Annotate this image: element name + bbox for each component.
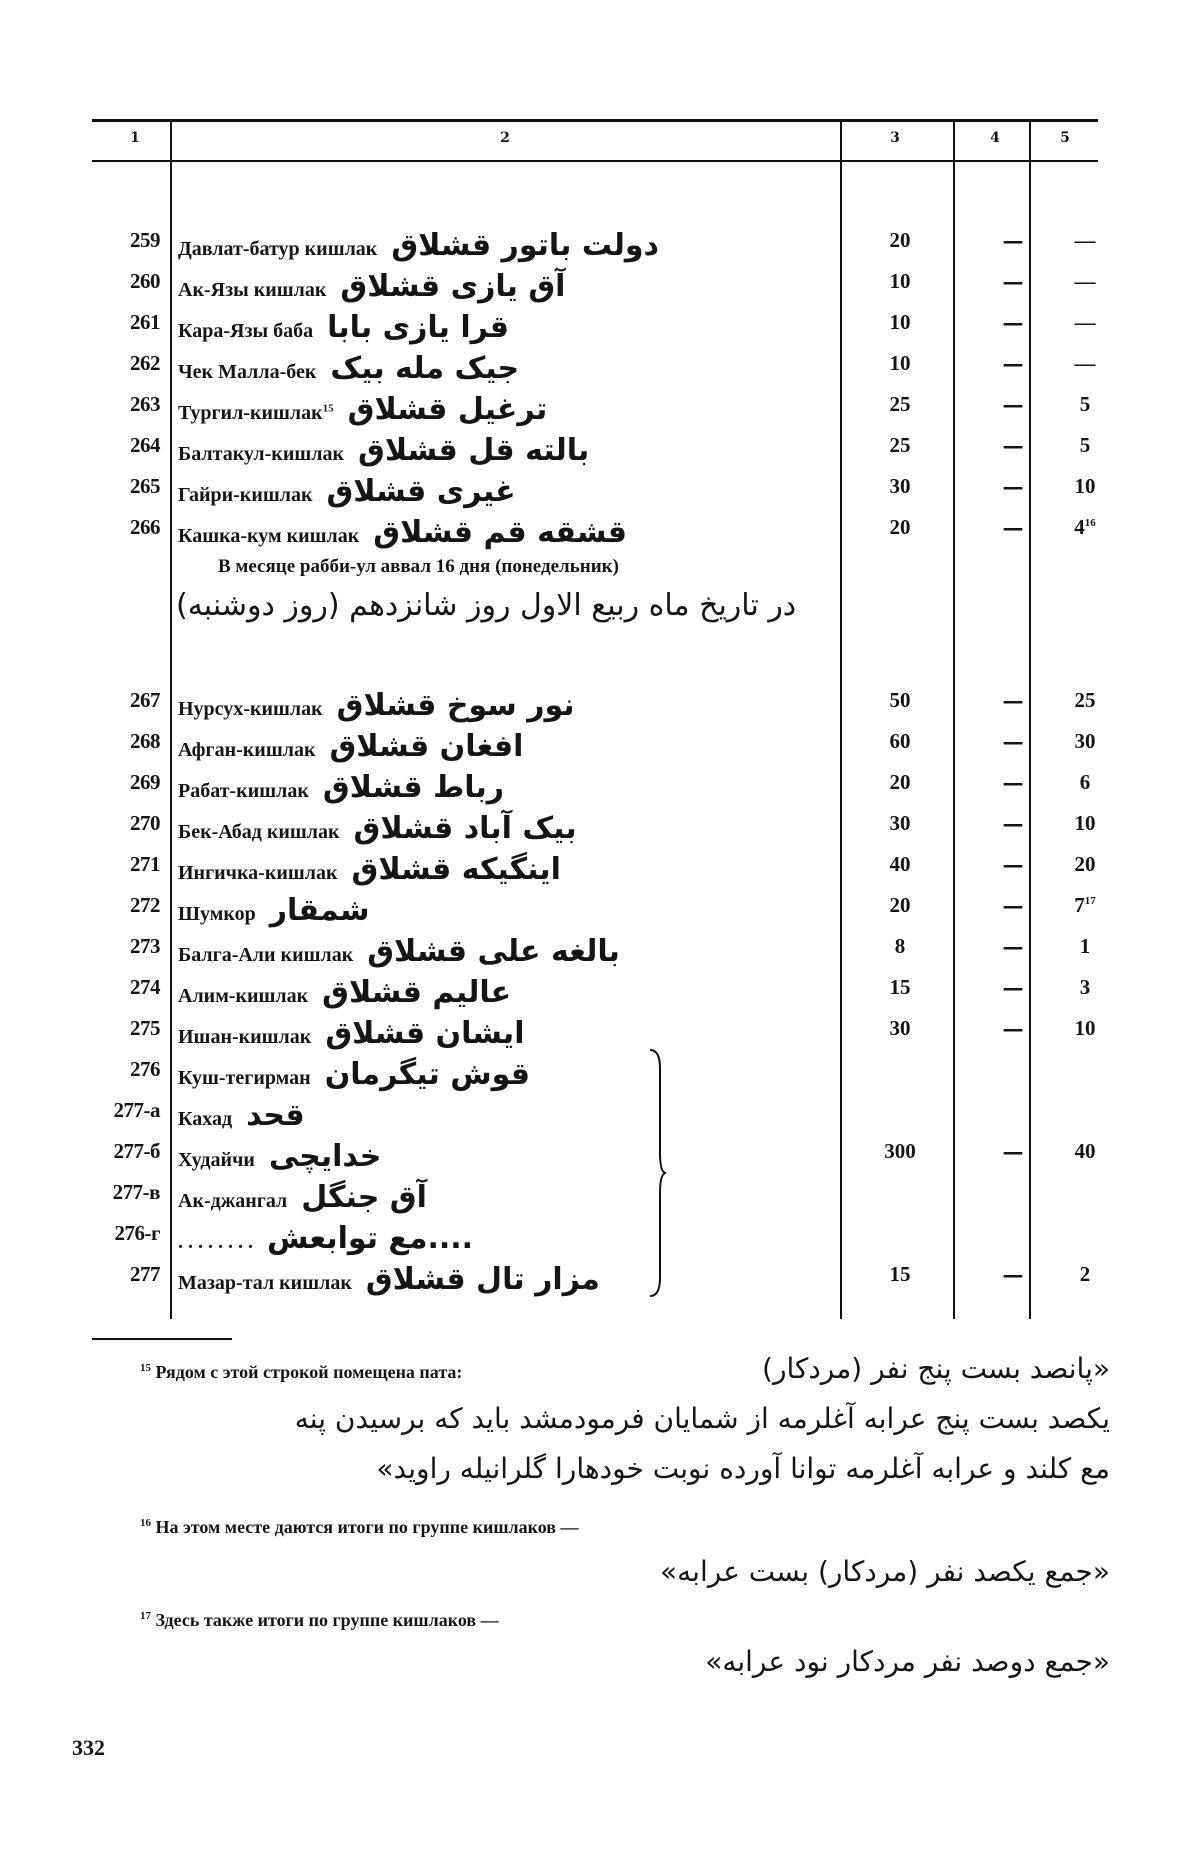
row-col5: — xyxy=(1074,269,1096,293)
row-col3: 25 xyxy=(889,433,911,457)
row-name xyxy=(178,1180,427,1215)
row-col5: — xyxy=(1074,351,1096,375)
row-name xyxy=(178,1016,524,1051)
row-name-fa: ....مع توابعش xyxy=(267,1221,474,1256)
row-name-ru: Давлат-батур кишлак xyxy=(178,238,378,260)
row-name-ru: Шумкор xyxy=(178,903,256,925)
row-number: 268 xyxy=(130,729,160,753)
row-number: 261 xyxy=(130,310,160,334)
row-col5: 3 xyxy=(1079,975,1091,999)
row-col3: 10 xyxy=(889,310,911,334)
table-row xyxy=(0,1221,1200,1261)
row-name xyxy=(178,1262,600,1297)
row-number: 276 xyxy=(130,1057,160,1081)
row-col5: 20 xyxy=(1074,852,1096,876)
row-name-fa: مزار تال قشلاق xyxy=(365,1262,600,1297)
row-name-ru: Худайчи xyxy=(178,1149,255,1171)
row-name-fa: قحد xyxy=(246,1098,305,1133)
table-row xyxy=(0,1262,1200,1302)
row-col4: — xyxy=(1002,392,1024,417)
row-name xyxy=(178,893,369,928)
row-name-fa: بیک آباد قشلاق xyxy=(353,811,577,846)
page-number: 332 xyxy=(72,1735,105,1760)
table-row xyxy=(0,392,1200,432)
row-number: 259 xyxy=(130,228,160,252)
row-name-ru: Балга-Али кишлак xyxy=(178,944,354,966)
row-col5 xyxy=(1030,893,1140,918)
section-heading-fa: در تاریخ ماه ربیع الاول روز شانزدهم (روز دوشنبه) xyxy=(176,588,797,623)
row-name-ru: Бек-Абад кишлак xyxy=(178,821,340,843)
row-name xyxy=(178,1221,473,1256)
row-name-fa: رباط قشلاق xyxy=(322,770,505,805)
row-col3: 60 xyxy=(889,729,911,753)
footnote-ref: 17 xyxy=(1084,895,1096,907)
row-number: 264 xyxy=(130,433,160,457)
row-name-fa: قرا یازی بابا xyxy=(327,310,509,345)
row-number: 269 xyxy=(130,770,160,794)
row-number: 277-а xyxy=(113,1098,160,1122)
row-number: 263 xyxy=(130,392,160,416)
row-name xyxy=(178,351,519,386)
row-number: 277-б xyxy=(113,1139,160,1163)
footnote-15-fa-line2: یکصد بست پنج عرابه آغلرمه از شمایان فرمودمشد باید که برسیدن پنه xyxy=(294,1402,1110,1435)
row-col4: — xyxy=(1002,269,1024,294)
row-col3: 50 xyxy=(889,688,911,712)
footnote-text: Рядом с этой строкой помещена пата: xyxy=(155,1362,463,1382)
row-col3: 30 xyxy=(889,474,911,498)
row-col4: — xyxy=(1002,515,1024,540)
row-col4: — xyxy=(1002,934,1024,959)
row-col4: — xyxy=(1002,893,1024,918)
table-row xyxy=(0,688,1200,728)
row-number: 274 xyxy=(130,975,160,999)
row-number: 272 xyxy=(130,893,160,917)
row-number: 262 xyxy=(130,351,160,375)
row-col3: 20 xyxy=(889,515,911,539)
table-row xyxy=(0,729,1200,769)
footnote-text: Здесь также итоги по группе кишлаков — xyxy=(155,1610,499,1630)
row-name xyxy=(178,269,565,304)
row-col3: 20 xyxy=(889,770,911,794)
row-name-ru: Рабат-кишлак xyxy=(178,780,309,802)
header-col-1: 1 xyxy=(130,130,140,146)
table-row xyxy=(0,975,1200,1015)
footnote-16-fa: «جمع یکصد نفر (مردکار) بست عرابه» xyxy=(660,1555,1110,1588)
row-name xyxy=(178,1139,381,1174)
table-row xyxy=(0,1180,1200,1220)
row-name-ru: Ингичка-кишлак xyxy=(178,862,338,884)
row-col3: 40 xyxy=(889,852,911,876)
row-name xyxy=(178,474,516,509)
row-name xyxy=(178,1057,530,1092)
row-col4: — xyxy=(1002,310,1024,335)
section-heading-ru: В месяце рабби-ул аввал 16 дня (понедельник) xyxy=(218,556,619,577)
grouping-brace xyxy=(648,1048,668,1298)
row-name-fa: اینگیکه قشلاق xyxy=(351,852,561,887)
row-col3: 15 xyxy=(889,975,911,999)
row-col4: — xyxy=(1002,975,1024,1000)
row-name-ru: Ак-джангал xyxy=(178,1190,288,1212)
footnote-15-fa-line1: «پانصد بست پنج نفر (مردکار) xyxy=(762,1352,1110,1385)
table-row xyxy=(0,770,1200,810)
row-name-fa: جیک مله بیک xyxy=(330,351,520,386)
row-number: 267 xyxy=(130,688,160,712)
row-col5: 40 xyxy=(1074,1139,1096,1163)
table-row xyxy=(0,1098,1200,1138)
row-number: 271 xyxy=(130,852,160,876)
table-row xyxy=(0,433,1200,473)
row-col5: 10 xyxy=(1074,474,1096,498)
row-number: 277-в xyxy=(112,1180,160,1204)
table-row xyxy=(0,1016,1200,1056)
row-name xyxy=(178,1098,305,1133)
row-name-fa: بالته قل قشلاق xyxy=(358,433,590,468)
row-name xyxy=(178,729,523,764)
row-number: 266 xyxy=(130,515,160,539)
row-name-ru: Ишан-кишлак xyxy=(178,1026,312,1048)
row-col4: — xyxy=(1002,811,1024,836)
row-name-fa: دولت باتور قشلاق xyxy=(391,228,659,263)
table-row xyxy=(0,474,1200,514)
table-row xyxy=(0,515,1200,555)
row-name-ru: Алим-кишлак xyxy=(178,985,309,1007)
row-name xyxy=(178,770,504,805)
row-name-fa: نور سوخ قشلاق xyxy=(336,688,575,723)
row-number: 273 xyxy=(130,934,160,958)
row-number: 270 xyxy=(130,811,160,835)
row-col5: 25 xyxy=(1074,688,1096,712)
row-name-fa: قوش تیگرمان xyxy=(324,1057,531,1092)
row-col4: — xyxy=(1002,852,1024,877)
row-name-fa: ایشان قشلاق xyxy=(325,1016,525,1051)
footnote-marker: 17 xyxy=(140,1610,151,1622)
row-name-ru: Балтакул-кишлак xyxy=(178,443,344,465)
row-col4: — xyxy=(1002,228,1024,253)
row-col5-value: 4 xyxy=(1074,515,1085,539)
row-col4: — xyxy=(1002,1262,1024,1287)
row-name xyxy=(178,975,511,1010)
row-name-fa: شمقار xyxy=(269,893,370,928)
table-row xyxy=(0,811,1200,851)
row-name xyxy=(178,228,659,263)
row-number: 277 xyxy=(130,1262,160,1286)
row-name xyxy=(178,515,627,550)
row-col5: 30 xyxy=(1074,729,1096,753)
row-col5: 6 xyxy=(1079,770,1091,794)
row-col3: 300 xyxy=(884,1139,916,1163)
row-col5: 2 xyxy=(1079,1262,1091,1286)
header-col-4: 4 xyxy=(990,130,1000,146)
table-row xyxy=(0,1139,1200,1179)
row-name-fa: خدایچی xyxy=(268,1139,382,1174)
row-number: 260 xyxy=(130,269,160,293)
footnote-ref: 15 xyxy=(322,402,334,415)
row-col4: — xyxy=(1002,433,1024,458)
row-col3: 20 xyxy=(889,228,911,252)
row-name-fa: غیری قشلاق xyxy=(326,474,516,509)
row-name xyxy=(178,811,577,846)
header-col-3: 3 xyxy=(890,130,900,146)
row-col4: — xyxy=(1002,688,1024,713)
footnote-marker: 15 xyxy=(140,1362,151,1374)
row-name-fa: ترغیل قشلاق xyxy=(347,392,548,427)
row-col3: 8 xyxy=(894,934,906,958)
row-name-fa: آق جنگل xyxy=(301,1180,427,1215)
row-name xyxy=(178,934,620,969)
row-number: 275 xyxy=(130,1016,160,1040)
footnote-text: На этом месте даются итоги по группе кишлаков — xyxy=(155,1517,579,1537)
row-number: 276-г xyxy=(114,1221,160,1245)
footnote-15-fa-line3: مع کلند و عرابه آغلرمه توانا آورده نوبت خودهارا گلرانیله راوید» xyxy=(376,1452,1110,1485)
row-col4: — xyxy=(1002,1016,1024,1041)
row-col4: — xyxy=(1002,1139,1024,1164)
row-number: 265 xyxy=(130,474,160,498)
footnote-rule xyxy=(92,1338,232,1340)
row-name xyxy=(178,433,589,468)
row-col4: — xyxy=(1002,770,1024,795)
table-row xyxy=(0,893,1200,933)
row-col5: 10 xyxy=(1074,811,1096,835)
row-name-ru: Чек Малла-бек xyxy=(178,361,317,383)
row-col4: — xyxy=(1002,729,1024,754)
row-name-fa: عالیم قشلاق xyxy=(322,975,512,1010)
table-row xyxy=(0,1057,1200,1097)
row-col5: — xyxy=(1074,228,1096,252)
footnote-ref: 16 xyxy=(1084,517,1096,529)
row-col3: 10 xyxy=(889,351,911,375)
row-col3: 30 xyxy=(889,811,911,835)
table-row xyxy=(0,269,1200,309)
footnote-17-fa: «جمع دوصد نفر مردکار نود عرابه» xyxy=(705,1645,1110,1678)
row-col4: — xyxy=(1002,351,1024,376)
row-col5 xyxy=(1030,515,1140,540)
table-row xyxy=(0,934,1200,974)
row-name-ru: Гайри-кишлак xyxy=(178,484,313,506)
row-col3: 20 xyxy=(889,893,911,917)
row-col4: — xyxy=(1002,474,1024,499)
row-name-fa: بالغه علی قشلاق xyxy=(367,934,620,969)
table-row xyxy=(0,351,1200,391)
row-name-fa: آق یازی قشلاق xyxy=(340,269,566,304)
row-col3: 15 xyxy=(889,1262,911,1286)
row-col5-value: 7 xyxy=(1074,893,1085,917)
footnote-16 xyxy=(140,1517,1100,1538)
row-name xyxy=(178,688,575,723)
row-col5: 10 xyxy=(1074,1016,1096,1040)
row-name-ru: Ак-Язы кишлак xyxy=(178,279,327,301)
row-col3: 10 xyxy=(889,269,911,293)
row-name-ru: Афган-кишлак xyxy=(178,739,316,761)
row-col3: 30 xyxy=(889,1016,911,1040)
row-col3: 25 xyxy=(889,392,911,416)
row-col5: 5 xyxy=(1079,392,1091,416)
table-row xyxy=(0,310,1200,350)
row-name-fa: قشقه قم قشلاق xyxy=(373,515,628,550)
row-name-ru: Нурсух-кишлак xyxy=(178,698,323,720)
row-col5: 5 xyxy=(1079,433,1091,457)
row-col5: 1 xyxy=(1079,934,1091,958)
row-name xyxy=(178,852,561,887)
row-name-ru: Тургил-кишлак xyxy=(178,402,323,424)
table-row xyxy=(0,228,1200,268)
table-row xyxy=(0,852,1200,892)
row-name-ru: Кахад xyxy=(178,1108,233,1130)
row-name-fa: افغان قشلاق xyxy=(329,729,524,764)
table-top-rule xyxy=(92,119,1098,122)
row-name-ru: Кара-Язы баба xyxy=(178,320,314,342)
footnote-marker: 16 xyxy=(140,1517,151,1529)
row-name-ru: Кашка-кум кишлак xyxy=(178,525,360,547)
row-name xyxy=(178,310,509,345)
row-name-ru: Куш-тегирман xyxy=(178,1067,311,1089)
row-name xyxy=(178,392,547,427)
header-bottom-rule xyxy=(92,160,1098,162)
row-name-ru: Мазар-тал кишлак xyxy=(178,1272,352,1294)
row-col5: — xyxy=(1074,310,1096,334)
header-col-5: 5 xyxy=(1060,130,1070,146)
header-col-2: 2 xyxy=(500,130,510,146)
footnote-17 xyxy=(140,1610,1100,1631)
row-name-ru: . . . . . . . . xyxy=(178,1231,253,1253)
